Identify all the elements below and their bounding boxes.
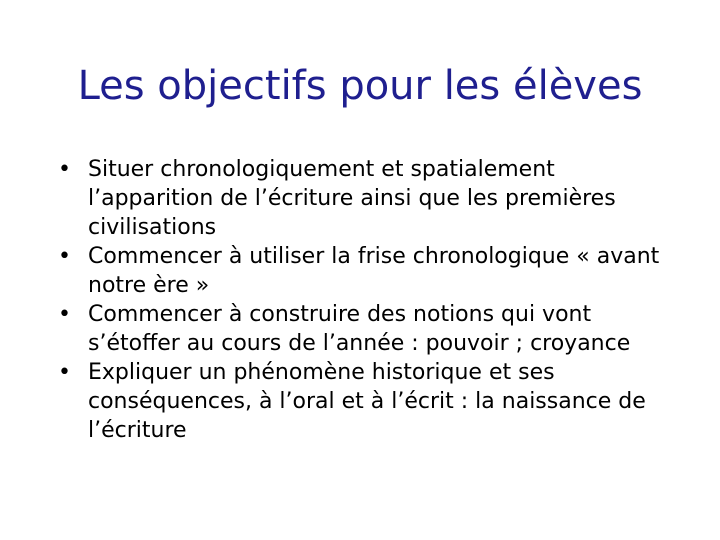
bullet-marker: •	[58, 244, 71, 269]
bullet-text: Situer chronologiquement et spatialement l’apparition de l’écriture ainsi que les premières civilisations	[88, 157, 616, 240]
bullet-item-1	[58, 155, 683, 242]
bullet-marker: •	[58, 302, 71, 327]
bullet-list	[58, 155, 683, 445]
bullet-text: Expliquer un phénomène historique et ses conséquences, à l’oral et à l’écrit : la naissance de l’écriture	[88, 360, 646, 443]
bullet-marker: •	[58, 360, 71, 385]
bullet-text: Commencer à utiliser la frise chronologique « avant notre ère »	[88, 244, 660, 298]
bullet-item-2	[58, 242, 683, 300]
slide-title: Les objectifs pour les élèves	[77, 63, 643, 109]
bullet-text: Commencer à construire des notions qui vont s’étoffer au cours de l’année : pouvoir ; croyance	[88, 302, 631, 356]
bullet-item-3	[58, 300, 683, 358]
bullet-marker: •	[58, 157, 71, 182]
bullet-item-4	[58, 358, 683, 445]
